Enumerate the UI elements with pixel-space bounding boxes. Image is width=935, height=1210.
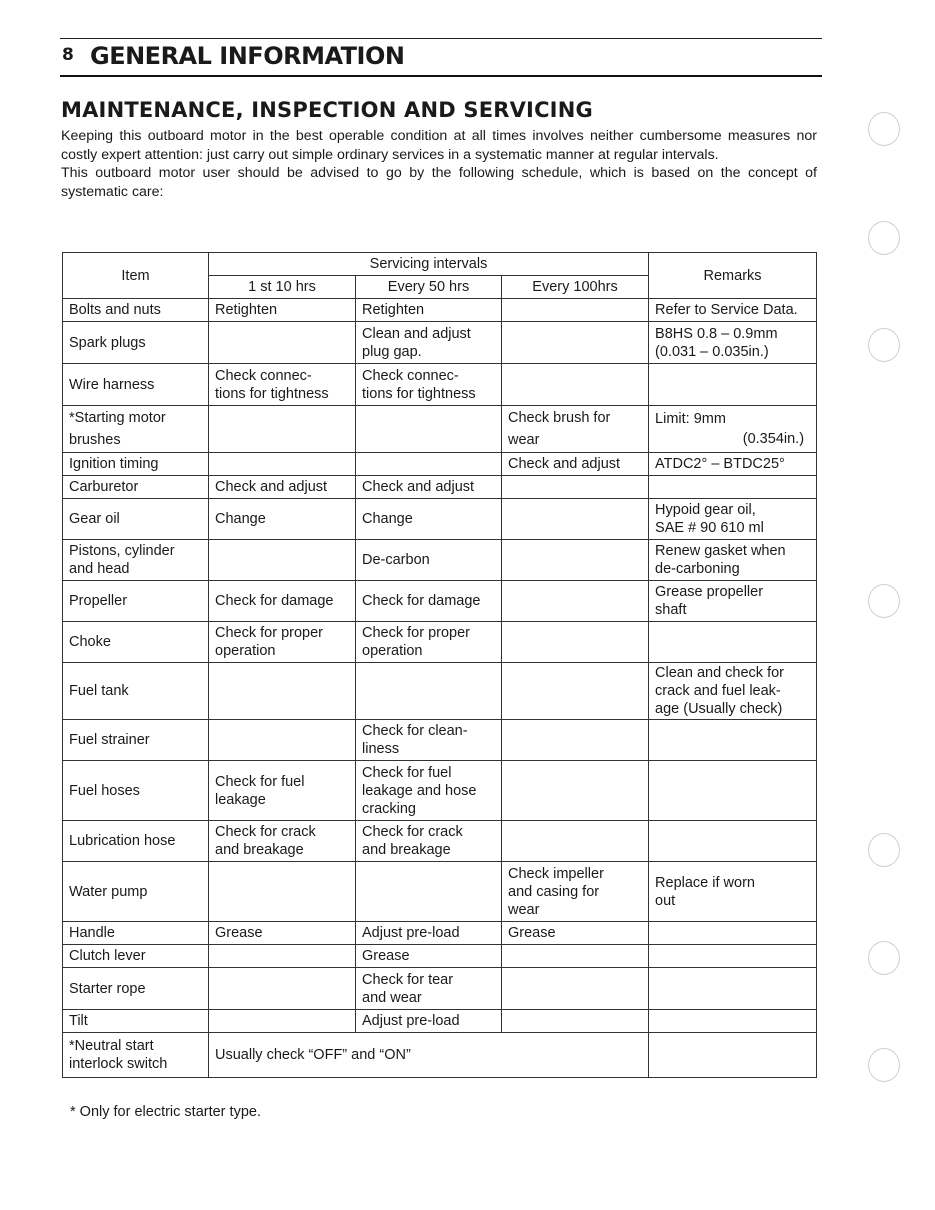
interval-cell <box>209 1010 356 1033</box>
interval-cell: Check and adjust <box>356 476 502 499</box>
remarks-cell: B8HS 0.8 – 0.9mm (0.031 – 0.035in.) <box>649 322 817 364</box>
item-cell: Starter rope <box>63 968 209 1010</box>
header-every-100-hrs: Every 100hrs <box>502 276 649 299</box>
interval-cell <box>502 299 649 322</box>
header-first-10-hrs: 1 st 10 hrs <box>209 276 356 299</box>
page-number: 8 <box>62 45 74 65</box>
remarks-limit-inches: (0.354in.) <box>742 431 805 447</box>
table-row <box>63 720 817 761</box>
interval-cell <box>502 945 649 968</box>
remarks-cell: Replace if worn out <box>649 862 817 922</box>
item-cell: Fuel tank <box>63 663 209 720</box>
page-header <box>60 38 822 77</box>
item-cell: Fuel hoses <box>63 761 209 821</box>
item-cell: Bolts and nuts <box>63 299 209 322</box>
maintenance-schedule-table <box>62 252 817 1078</box>
interval-cell <box>209 945 356 968</box>
interval-cell: Retighten <box>209 299 356 322</box>
interval-cell: Check connec- tions for tightness <box>356 364 502 406</box>
interval-cell: Check for damage <box>209 581 356 622</box>
interval-cell <box>502 821 649 862</box>
interval-cell: Adjust pre-load <box>356 922 502 945</box>
interval-cell <box>209 406 356 453</box>
binder-hole <box>868 1048 900 1082</box>
table-row <box>63 322 817 364</box>
interval-cell: Clean and adjust plug gap. <box>356 322 502 364</box>
table-row <box>63 499 817 540</box>
interval-cell: Check for damage <box>356 581 502 622</box>
remarks-cell: Clean and check for crack and fuel leak- age (Usually check) <box>649 663 817 720</box>
table-row <box>63 540 817 581</box>
table-row <box>63 453 817 476</box>
table-row <box>63 476 817 499</box>
interval-cell: Check for clean- liness <box>356 720 502 761</box>
table-row <box>63 406 817 453</box>
interval-cell: Check and adjust <box>502 453 649 476</box>
section-title: MAINTENANCE, INSPECTION AND SERVICING <box>61 98 593 122</box>
interval-cell: Check for fuel leakage <box>209 761 356 821</box>
interval-cell: Grease <box>502 922 649 945</box>
remarks-cell <box>649 821 817 862</box>
item-cell: Lubrication hose <box>63 821 209 862</box>
binder-hole <box>868 112 900 146</box>
table-row <box>63 299 817 322</box>
interval-cell <box>209 862 356 922</box>
interval-cell: Check for proper operation <box>356 622 502 663</box>
interval-cell: Change <box>209 499 356 540</box>
remarks-cell <box>649 922 817 945</box>
interval-cell: Change <box>356 499 502 540</box>
item-cell: Gear oil <box>63 499 209 540</box>
interval-cell: Check and adjust <box>209 476 356 499</box>
header-item: Item <box>63 253 209 299</box>
interval-cell: Check for tear and wear <box>356 968 502 1010</box>
intro-paragraph-2: This outboard motor user should be advised to go by the following schedule, which is based on the concept of systematic care: <box>61 165 817 200</box>
table-row <box>63 821 817 862</box>
item-cell: Ignition timing <box>63 453 209 476</box>
remarks-cell <box>649 945 817 968</box>
table-row <box>63 1033 817 1078</box>
remarks-cell <box>649 364 817 406</box>
item-cell: Tilt <box>63 1010 209 1033</box>
intro-paragraph-1: Keeping this outboard motor in the best operable condition at all times involves neither cumbersome measures nor costly expert attention: just carry out simple ordinary services in a systematic manner at regular intervals. <box>61 128 817 163</box>
item-cell: Pistons, cylinder and head <box>63 540 209 581</box>
item-cell: *Neutral start interlock switch <box>63 1033 209 1078</box>
item-cell: Propeller <box>63 581 209 622</box>
interval-cell <box>502 663 649 720</box>
item-cell: Clutch lever <box>63 945 209 968</box>
remarks-cell <box>649 476 817 499</box>
interval-cell <box>502 761 649 821</box>
footnote: * Only for electric starter type. <box>70 1104 261 1120</box>
interval-cell <box>502 499 649 540</box>
item-cell: Fuel strainer <box>63 720 209 761</box>
interval-cell <box>502 720 649 761</box>
interval-cell: Check for crack and breakage <box>209 821 356 862</box>
interval-cell <box>356 406 502 453</box>
interval-cell <box>356 453 502 476</box>
header-remarks: Remarks <box>649 253 817 299</box>
chapter-title: GENERAL INFORMATION <box>90 42 405 70</box>
table-row <box>63 968 817 1010</box>
remarks-cell: ATDC2° – BTDC25° <box>649 453 817 476</box>
interval-cell <box>209 663 356 720</box>
item-cell: Choke <box>63 622 209 663</box>
interval-cell: De-carbon <box>356 540 502 581</box>
remarks-cell <box>649 406 817 453</box>
table-row <box>63 945 817 968</box>
interval-cell: Grease <box>209 922 356 945</box>
interval-cell: Retighten <box>356 299 502 322</box>
interval-cell <box>356 862 502 922</box>
interval-cell <box>502 476 649 499</box>
interval-cell <box>209 540 356 581</box>
remarks-cell: Hypoid gear oil, SAE # 90 610 ml <box>649 499 817 540</box>
remarks-limit: Limit: 9mm <box>655 411 726 427</box>
remarks-cell: Renew gasket when de-carboning <box>649 540 817 581</box>
interval-cell <box>209 322 356 364</box>
binder-hole <box>868 584 900 618</box>
item-cell: Spark plugs <box>63 322 209 364</box>
table-row <box>63 364 817 406</box>
table-row <box>63 761 817 821</box>
interval-cell: Check impeller and casing for wear <box>502 862 649 922</box>
binder-hole <box>868 221 900 255</box>
table-row <box>63 622 817 663</box>
table-row <box>63 581 817 622</box>
interval-cell: Grease <box>356 945 502 968</box>
item-cell: Handle <box>63 922 209 945</box>
table-row <box>63 663 817 720</box>
interval-cell <box>502 1010 649 1033</box>
interval-cell <box>502 581 649 622</box>
binder-hole <box>868 833 900 867</box>
table-row <box>63 1010 817 1033</box>
interval-cell <box>502 622 649 663</box>
remarks-cell <box>649 1033 817 1078</box>
item-cell: Carburetor <box>63 476 209 499</box>
interval-cell: Check connec- tions for tightness <box>209 364 356 406</box>
interval-cell: Check for crack and breakage <box>356 821 502 862</box>
remarks-cell <box>649 968 817 1010</box>
interval-cell: Check brush for wear <box>502 406 649 453</box>
remarks-cell: Refer to Service Data. <box>649 299 817 322</box>
header-servicing-intervals: Servicing intervals <box>209 253 649 276</box>
interval-cell <box>502 322 649 364</box>
remarks-cell <box>649 720 817 761</box>
binder-hole <box>868 328 900 362</box>
interval-cell <box>209 453 356 476</box>
interval-cell <box>209 968 356 1010</box>
table-header-row <box>63 253 817 276</box>
interval-cell <box>209 720 356 761</box>
binder-hole <box>868 941 900 975</box>
interval-cell <box>502 968 649 1010</box>
interval-cell <box>502 364 649 406</box>
interval-cell: Check for proper operation <box>209 622 356 663</box>
item-cell: *Starting motor brushes <box>63 406 209 453</box>
interval-cell <box>502 540 649 581</box>
remarks-cell <box>649 1010 817 1033</box>
table-row <box>63 862 817 922</box>
item-cell: Water pump <box>63 862 209 922</box>
table-row <box>63 922 817 945</box>
merged-interval-cell: Usually check “OFF” and “ON” <box>209 1033 649 1078</box>
item-cell: Wire harness <box>63 364 209 406</box>
remarks-cell <box>649 761 817 821</box>
header-every-50-hrs: Every 50 hrs <box>356 276 502 299</box>
interval-cell: Check for fuel leakage and hose cracking <box>356 761 502 821</box>
interval-cell <box>356 663 502 720</box>
intro-text <box>61 127 817 201</box>
interval-cell: Adjust pre-load <box>356 1010 502 1033</box>
remarks-cell <box>649 622 817 663</box>
remarks-cell: Grease propeller shaft <box>649 581 817 622</box>
